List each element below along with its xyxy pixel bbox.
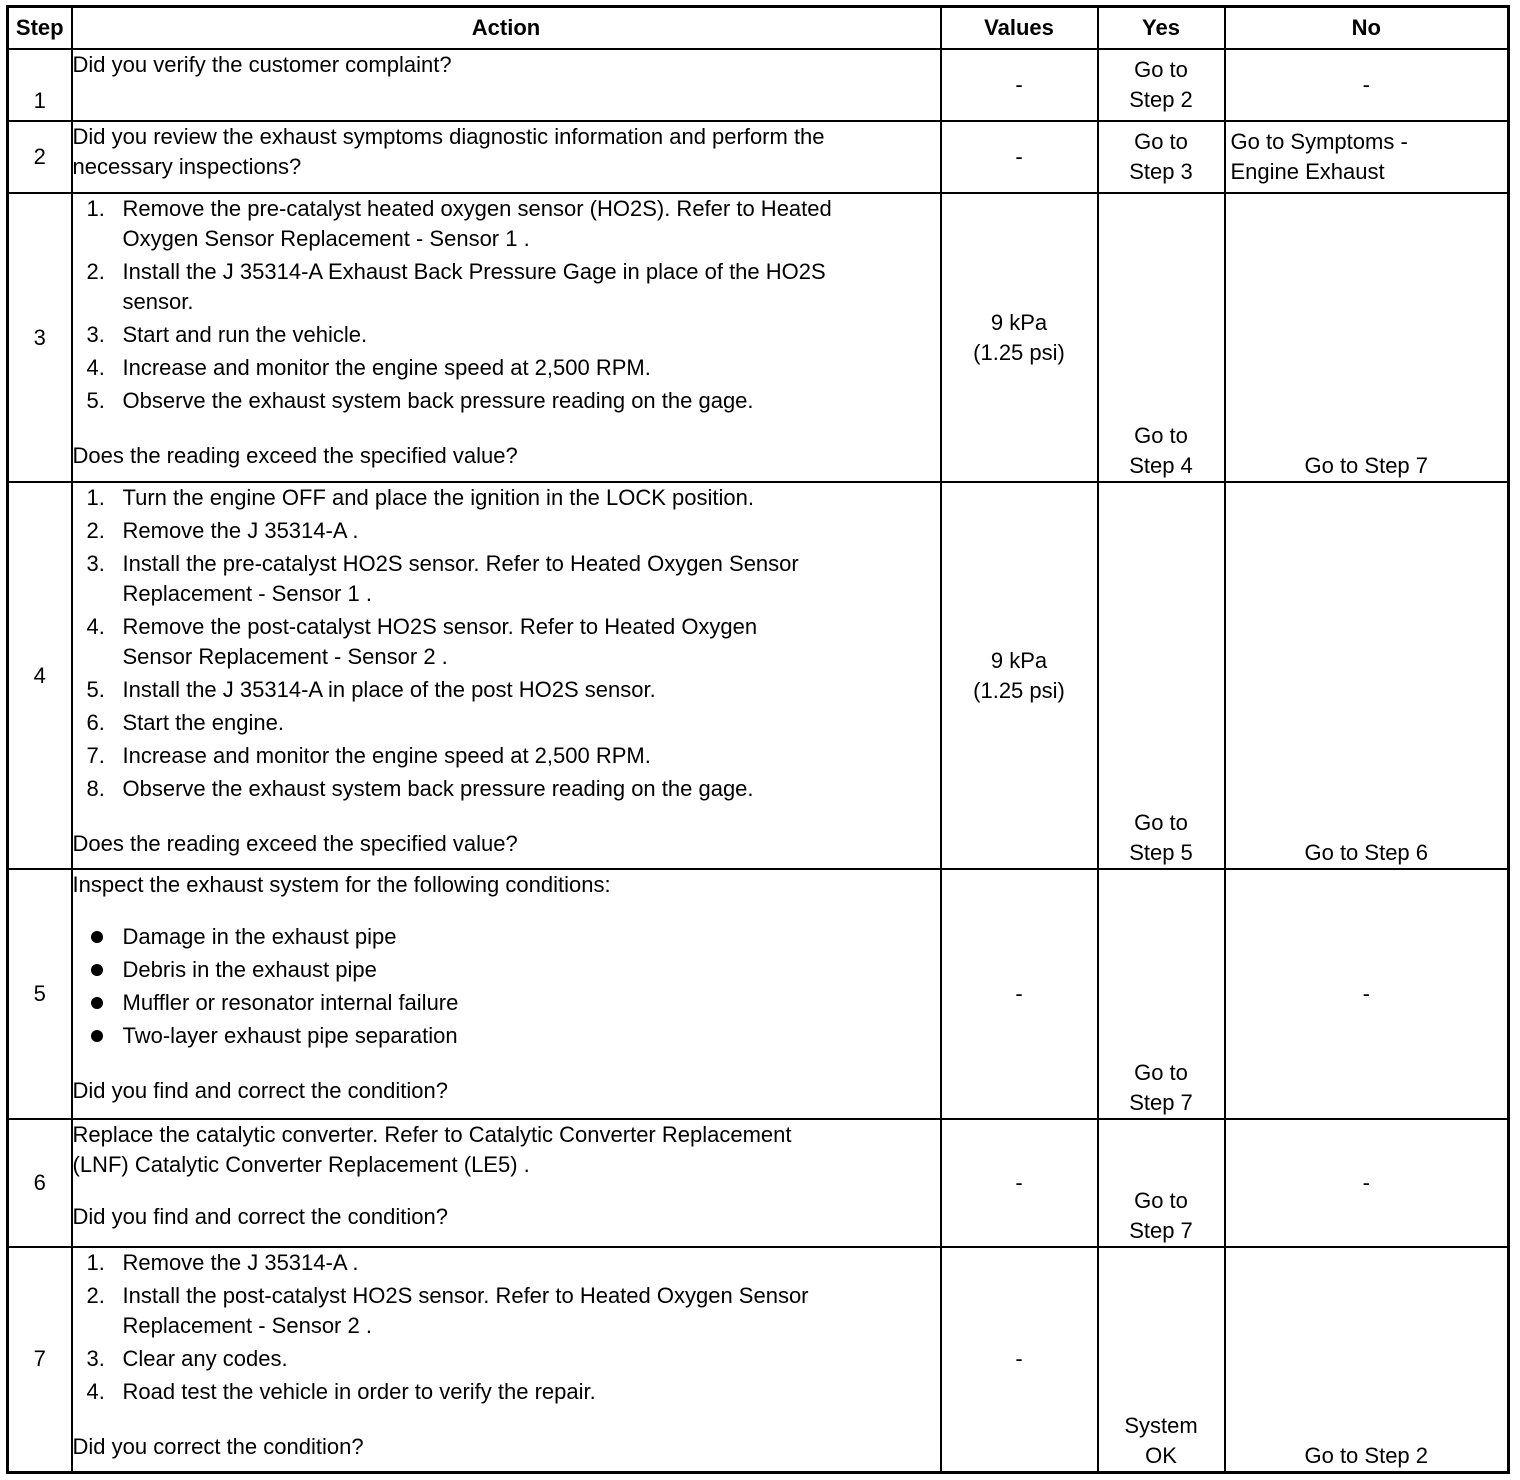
procedure-step <box>73 257 940 317</box>
condition-list <box>73 922 940 1051</box>
step-text: Install the pre-catalyst HO2S sensor. Refer to Heated Oxygen Sensor <box>122 551 799 576</box>
step-index: 4. <box>86 1379 105 1404</box>
step-index: 3. <box>86 1346 105 1371</box>
values-cell <box>941 482 1098 869</box>
step-text: sensor. <box>122 289 194 314</box>
yes-line: Step 4 <box>1129 453 1193 478</box>
bullet-icon <box>91 931 103 943</box>
condition-text: Muffler or resonator internal failure <box>122 990 459 1015</box>
step-text: Turn the engine OFF and place the ignition in the LOCK position. <box>122 485 754 510</box>
action-question: Did you verify the customer complaint? <box>72 52 452 77</box>
procedure-step <box>73 549 940 609</box>
condition-item <box>73 922 940 952</box>
yes-line: OK <box>1145 1442 1177 1468</box>
procedure-step <box>73 353 940 383</box>
step-text: Start the engine. <box>122 710 284 735</box>
step-index: 8. <box>86 776 105 801</box>
no-line: Engine Exhaust <box>1230 159 1385 184</box>
step-text: Install the post-catalyst HO2S sensor. Refer to Heated Oxygen Sensor <box>122 1283 809 1308</box>
procedure-step <box>73 1281 940 1341</box>
yes-line: Go to <box>1134 1060 1188 1085</box>
action-question-line: necessary inspections? <box>72 154 302 179</box>
yes-line: Go to <box>1134 1188 1188 1213</box>
diagnostic-table <box>6 5 1510 1474</box>
header-step: Step <box>8 7 72 50</box>
table-row-step-5 <box>8 869 1509 1119</box>
yes-cell <box>1098 193 1225 482</box>
condition-item <box>73 1021 940 1051</box>
yes-line: Step 7 <box>1129 1090 1193 1115</box>
procedure-step <box>73 194 940 254</box>
action-intro: Inspect the exhaust system for the following conditions: <box>72 872 611 897</box>
table-row-step-2 <box>8 121 1509 193</box>
table-row-step-1 <box>8 49 1509 121</box>
step-text: Replacement - Sensor 2 . <box>122 1313 372 1338</box>
bullet-icon <box>91 964 103 976</box>
action-cell <box>72 869 941 1119</box>
bullet-icon <box>91 1030 103 1042</box>
no-cell <box>1225 121 1509 193</box>
procedure-step <box>73 708 940 738</box>
action-cell <box>72 49 941 121</box>
step-index: 7. <box>86 743 105 768</box>
table-row-step-3 <box>8 193 1509 482</box>
action-question: Does the reading exceed the specified value? <box>72 443 518 468</box>
action-question: Did you find and correct the condition? <box>72 1078 448 1103</box>
procedure-step <box>73 483 940 513</box>
condition-text: Two-layer exhaust pipe separation <box>122 1023 458 1048</box>
step-text: Observe the exhaust system back pressure reading on the gage. <box>122 776 754 801</box>
yes-line: Step 3 <box>1129 159 1193 184</box>
step-text: Increase and monitor the engine speed at 2,500 RPM. <box>122 743 651 768</box>
step-index: 3. <box>86 322 105 347</box>
step-index: 2. <box>86 1283 105 1308</box>
yes-line: Step 7 <box>1129 1218 1193 1243</box>
values-cell: - <box>941 1119 1098 1247</box>
procedure-step <box>73 675 940 705</box>
procedure-list <box>73 1248 940 1407</box>
condition-text: Damage in the exhaust pipe <box>122 924 397 949</box>
yes-cell <box>1098 49 1225 121</box>
yes-cell <box>1098 121 1225 193</box>
header-yes: Yes <box>1098 7 1225 50</box>
procedure-step <box>73 612 940 672</box>
step-text: Install the J 35314-A Exhaust Back Pressure Gage in place of the HO2S <box>122 259 826 284</box>
step-text: Install the J 35314-A in place of the post HO2S sensor. <box>122 677 656 702</box>
step-text: Remove the pre-catalyst heated oxygen sensor (HO2S). Refer to Heated <box>122 196 832 221</box>
step-number: 3 <box>8 193 72 482</box>
value-line: (1.25 psi) <box>973 339 1065 365</box>
action-question: Does the reading exceed the specified value? <box>72 831 518 856</box>
procedure-step <box>73 1377 940 1407</box>
procedure-step <box>73 516 940 546</box>
header-action: Action <box>72 7 941 50</box>
action-cell <box>72 1119 941 1247</box>
step-number: 2 <box>8 121 72 193</box>
step-text: Start and run the vehicle. <box>122 322 368 347</box>
no-cell: - <box>1225 869 1509 1119</box>
table-row-step-4 <box>8 482 1509 869</box>
step-index: 2. <box>86 259 105 284</box>
step-text: Sensor Replacement - Sensor 2 . <box>122 644 448 669</box>
no-cell: - <box>1225 1119 1509 1247</box>
yes-cell <box>1098 1247 1225 1472</box>
action-cell <box>72 482 941 869</box>
header-no: No <box>1225 7 1509 50</box>
values-cell: - <box>941 1247 1098 1472</box>
procedure-step <box>73 741 940 771</box>
step-text: Remove the J 35314-A . <box>122 1250 359 1275</box>
procedure-step <box>73 320 940 350</box>
step-number: 7 <box>8 1247 72 1472</box>
value-line: 9 kPa <box>990 647 1048 673</box>
step-index: 4. <box>86 355 105 380</box>
no-cell: - <box>1225 49 1509 121</box>
procedure-step <box>73 774 940 804</box>
action-cell <box>72 1247 941 1472</box>
values-cell: - <box>941 121 1098 193</box>
step-text: Clear any codes. <box>122 1346 288 1371</box>
action-question: Did you correct the condition? <box>72 1434 364 1459</box>
step-text: Oxygen Sensor Replacement - Sensor 1 . <box>122 226 530 251</box>
yes-line: Go to <box>1134 810 1188 835</box>
action-question-line: Did you review the exhaust symptoms diagnostic information and perform the <box>72 124 825 149</box>
yes-line: Step 2 <box>1129 87 1193 112</box>
condition-item <box>73 955 940 985</box>
step-text: Replacement - Sensor 1 . <box>122 581 372 606</box>
step-text: Increase and monitor the engine speed at 2,500 RPM. <box>122 355 651 380</box>
yes-cell <box>1098 1119 1225 1247</box>
yes-cell <box>1098 482 1225 869</box>
step-text: Remove the post-catalyst HO2S sensor. Refer to Heated Oxygen <box>122 614 758 639</box>
yes-line: Go to <box>1134 423 1188 448</box>
action-intro-line: Replace the catalytic converter. Refer to Catalytic Converter Replacement <box>72 1122 792 1147</box>
procedure-step <box>73 1344 940 1374</box>
step-index: 3. <box>86 551 105 576</box>
table-row-step-6 <box>8 1119 1509 1247</box>
action-cell <box>72 121 941 193</box>
action-question: Did you find and correct the condition? <box>72 1204 448 1229</box>
yes-line: Go to <box>1134 129 1188 154</box>
step-index: 2. <box>86 518 105 543</box>
step-index: 5. <box>86 677 105 702</box>
step-index: 4. <box>86 614 105 639</box>
step-text: Remove the J 35314-A . <box>122 518 359 543</box>
values-cell: - <box>941 49 1098 121</box>
bullet-icon <box>91 997 103 1009</box>
procedure-step <box>73 386 940 416</box>
yes-line: Step 5 <box>1129 840 1193 865</box>
condition-text: Debris in the exhaust pipe <box>122 957 377 982</box>
step-number: 6 <box>8 1119 72 1247</box>
no-cell: Go to Step 2 <box>1225 1247 1509 1472</box>
yes-cell <box>1098 869 1225 1119</box>
action-cell <box>72 193 941 482</box>
value-line: (1.25 psi) <box>973 677 1065 703</box>
action-intro-line: (LNF) Catalytic Converter Replacement (LE5) . <box>72 1152 530 1177</box>
step-index: 6. <box>86 710 105 735</box>
step-index: 1. <box>86 196 105 221</box>
step-number: 5 <box>8 869 72 1119</box>
step-number: 4 <box>8 482 72 869</box>
procedure-step <box>73 1248 940 1278</box>
yes-line: System <box>1124 1412 1198 1438</box>
step-index: 1. <box>86 485 105 510</box>
yes-line: Go to <box>1134 57 1188 82</box>
no-cell: Go to Step 7 <box>1225 193 1509 482</box>
header-values: Values <box>941 7 1098 50</box>
header-row <box>8 7 1509 50</box>
step-text: Road test the vehicle in order to verify the repair. <box>122 1379 596 1404</box>
values-cell <box>941 193 1098 482</box>
procedure-list <box>73 194 940 416</box>
condition-item <box>73 988 940 1018</box>
step-text: Observe the exhaust system back pressure reading on the gage. <box>122 388 754 413</box>
step-number: 1 <box>8 49 72 121</box>
no-line: Go to Symptoms - <box>1230 129 1408 154</box>
step-index: 5. <box>86 388 105 413</box>
procedure-list <box>73 483 940 804</box>
values-cell: - <box>941 869 1098 1119</box>
table-row-step-7 <box>8 1247 1509 1472</box>
no-cell: Go to Step 6 <box>1225 482 1509 869</box>
step-index: 1. <box>86 1250 105 1275</box>
value-line: 9 kPa <box>990 309 1048 335</box>
